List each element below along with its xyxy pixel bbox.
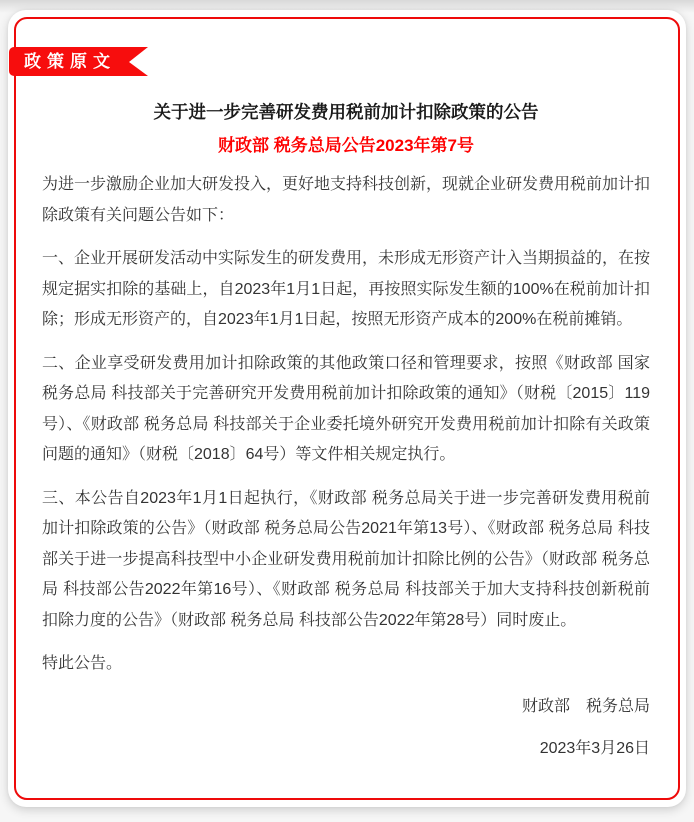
policy-origin-badge bbox=[9, 47, 148, 76]
document-number: 财政部 税务总局公告2023年第7号 bbox=[218, 136, 474, 155]
paragraph-item-3: 三、本公告自2023年1月1日起执行，《财政部 税务总局关于进一步完善研发费用税前加计扣除政策的公告》（财政部 税务总局公告2021年第13号）、《财政部 税务总局 科技部关于进一步提高科技型中小企业研发费用税前加计扣除比例的公告》（财政部 税务总局 科技部公告2022年第16号）、《财政部 税务总局 科技部关于加大支持科技创新税前扣除力度的公告》（财政部 税务总局 科技部公告2022年第28号）同时废止。 bbox=[42, 489, 650, 629]
policy-card bbox=[8, 10, 686, 807]
signature-agencies: 财政部 税务总局 bbox=[521, 697, 650, 715]
document-title: 关于进一步完善研发费用税前加计扣除政策的公告 bbox=[153, 102, 539, 122]
paragraph-item-1: 一、企业开展研发活动中实际发生的研发费用，未形成无形资产计入当期损益的，在按规定据实扣除的基础上，自2023年1月1日起，再按照实际发生额的100%在税前加计扣除；形成无形资产的，自2023年1月1日起，按照无形资产成本的200%在税前摊销。 bbox=[42, 250, 651, 328]
signature-date: 2023年3月26日 bbox=[539, 740, 650, 757]
closing-line: 特此公告。 bbox=[42, 655, 123, 672]
paragraph-item-2: 二、企业享受研发费用加计扣除政策的其他政策口径和管理要求，按照《财政部 国家税务总局 科技部关于完善研究开发费用税前加计扣除政策的通知》（财税〔2015〕119号）、《财政部 税务总局 科技部关于企业委托境外研究开发费用税前加计扣除有关政策问题的通知》（财税〔2018〕64号）等文件相关规定执行。 bbox=[42, 354, 650, 463]
policy-origin-badge-label: 政策原文 bbox=[24, 52, 116, 71]
document-body bbox=[42, 101, 650, 765]
paragraph-intro: 为进一步激励企业加大研发投入，更好地支持科技创新，现就企业研发费用税前加计扣除政策有关问题公告如下： bbox=[42, 176, 651, 224]
